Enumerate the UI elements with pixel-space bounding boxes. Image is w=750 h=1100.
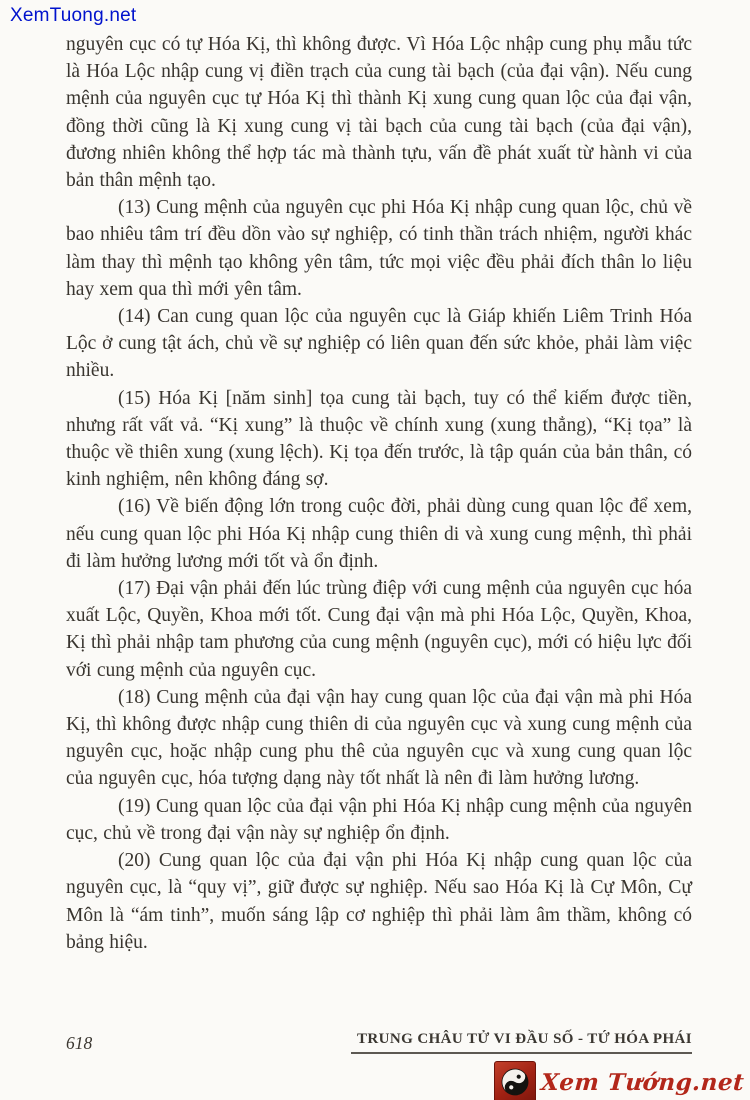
- site-logo-text: Xem Tướng.net: [539, 1068, 745, 1096]
- paragraph: (19) Cung quan lộc của đại vận phi Hóa Kị nhập cung mệnh của nguyên cục, chủ về trong đại vận này sự nghiệp ổn định.: [66, 795, 692, 844]
- paragraph: (13) Cung mệnh của nguyên cục phi Hóa Kị nhập cung quan lộc, chủ về bao nhiêu tâm trí đều dồn vào sự nghiệp, có tinh thần trách nhiệm, người khác làm thay thì mệnh tạo không yên tâm, tức mọi việc đều phải đích thân lo liệu hay xem qua thì mới yên tâm.: [66, 197, 692, 300]
- yin-yang-icon: [494, 1061, 536, 1100]
- paragraph: (20) Cung quan lộc của đại vận phi Hóa Kị nhập cung quan lộc của nguyên cục, là “quy vị”, giữ được sự nghiệp. Nếu sao Hóa Kị là Cự Môn, Cự Môn là “ám tinh”, muốn sáng lập cơ nghiệp thì phải làm âm thầm, không có bảng hiệu.: [66, 850, 692, 953]
- page-number: 618: [66, 1033, 93, 1053]
- paragraph: nguyên cục có tự Hóa Kị, thì không được. Vì Hóa Lộc nhập cung phụ mẫu tức là Hóa Lộc nhập cung vị điền trạch của cung tài bạch (của đại vận). Nếu cung mệnh của nguyên cục tự Hóa Kị thì thành Kị xung cung quan lộc của đại vận, đồng thời cũng là Kị xung cung vị tài bạch của cung tài bạch (của đại vận), đương nhiên không thể hợp tác mà thành tựu, vấn đề phát xuất từ hành vi của bản thân mệnh tạo.: [66, 34, 692, 192]
- paragraph: (14) Can cung quan lộc của nguyên cục là Giáp khiến Liêm Trinh Hóa Lộc ở cung tật ách, chủ về sự nghiệp có liên quan đến sức khỏe, phải làm việc nhiều.: [66, 306, 692, 382]
- paragraph: (16) Về biến động lớn trong cuộc đời, phải dùng cung quan lộc để xem, nếu cung quan lộc phi Hóa Kị nhập cung thiên di và xung cung mệnh, thì phải đi làm hưởng lương mới tốt và ổn định.: [66, 496, 692, 572]
- page-body: [66, 31, 692, 956]
- site-logo[interactable]: [494, 1061, 744, 1100]
- running-title: TRUNG CHÂU TỬ VI ĐẦU SỐ - TỨ HÓA PHÁI: [351, 1031, 692, 1054]
- page-footer: [66, 1031, 692, 1054]
- paragraph: (15) Hóa Kị [năm sinh] tọa cung tài bạch, tuy có thể kiếm được tiền, nhưng rất vất vả. “Kị xung” là thuộc về chính xung (xung thẳng), “Kị tọa” là thuộc về thiên xung (xung lệch). Kị tọa đến trước, là tập quán của bản thân, có kinh nghiệm, nên không đáng sợ.: [66, 387, 692, 491]
- watermark-link[interactable]: XemTuong.net: [10, 5, 137, 26]
- paragraph: (18) Cung mệnh của đại vận hay cung quan lộc của đại vận mà phi Hóa Kị, thì không được nhập cung thiên di của nguyên cục và xung cung mệnh của nguyên cục, hoặc nhập cung phu thê của nguyên cục và xung cung quan lộc của nguyên cục, hóa tượng dạng này tốt nhất là nên đi làm hưởng lương.: [66, 686, 692, 790]
- paragraph: (17) Đại vận phải đến lúc trùng điệp với cung mệnh của nguyên cục hóa xuất Lộc, Quyền, Khoa mới tốt. Cung đại vận mà phi Hóa Lộc, Quyền, Khoa, Kị thì phải nhập tam phương của cung mệnh (nguyên cục), mới có hiệu lực đối với cung mệnh của nguyên cục.: [66, 578, 692, 681]
